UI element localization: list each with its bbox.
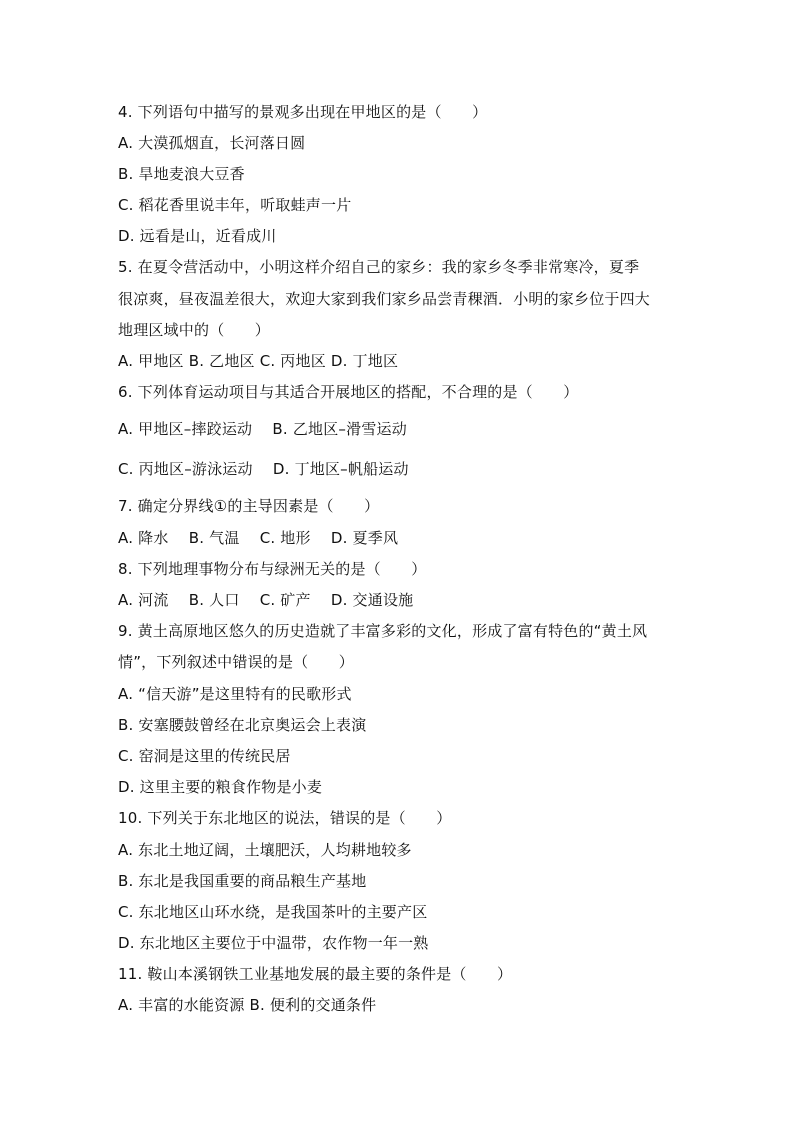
question-9-stem-line-2: 情”，下列叙述中错误的是（ ）: [118, 653, 354, 671]
question-4-stem: 4. 下列语句中描写的景观多出现在甲地区的是（ ）: [118, 103, 488, 121]
question-5-stem-line-1: 5. 在夏令营活动中，小明这样介绍自己的家乡：我的家乡冬季非常寒冷，夏季: [118, 258, 640, 276]
question-4-option-a: A. 大漠孤烟直，长河落日圆: [118, 134, 306, 152]
question-9-option-b: B. 安塞腰鼓曾经在北京奥运会上表演: [118, 716, 367, 734]
question-4-option-c: C. 稻花香里说丰年，听取蛙声一片: [118, 196, 352, 214]
question-8-stem: 8. 下列地理事物分布与绿洲无关的是（ ）: [118, 560, 427, 578]
question-9-option-c: C. 窑洞是这里的传统民居: [118, 747, 291, 765]
question-4-option-d: D. 远看是山，近看成川: [118, 227, 277, 245]
question-9-stem-line-1: 9. 黄土高原地区悠久的历史造就了丰富多彩的文化，形成了富有特色的“黄土风: [118, 622, 648, 640]
question-10-option-a: A. 东北土地辽阔，土壤肥沃，人均耕地较多: [118, 841, 412, 859]
question-5-stem-line-2: 很凉爽，昼夜温差很大，欢迎大家到我们家乡品尝青稞酒．小明的家乡位于四大: [118, 290, 651, 308]
question-8-options: A. 河流 B. 人口 C. 矿产 D. 交通设施: [118, 591, 414, 609]
question-6-options-line-1: A. 甲地区–摔跤运动 B. 乙地区–滑雪运动: [118, 420, 407, 438]
question-10-option-c: C. 东北地区山环水绕，是我国茶叶的主要产区: [118, 903, 428, 921]
question-11-options: A. 丰富的水能资源 B. 便利的交通条件: [118, 996, 377, 1014]
question-7-stem: 7. 确定分界线①的主导因素是（ ）: [118, 497, 380, 515]
question-9-option-a: A. “信天游”是这里特有的民歌形式: [118, 685, 352, 703]
question-5-stem-line-3: 地理区域中的（ ）: [118, 321, 271, 339]
question-5-options: A. 甲地区 B. 乙地区 C. 丙地区 D. 丁地区: [118, 352, 399, 370]
question-10-option-d: D. 东北地区主要位于中温带，农作物一年一熟: [118, 934, 429, 952]
question-6-stem: 6. 下列体育运动项目与其适合开展地区的搭配，不合理的是（ ）: [118, 383, 579, 401]
question-10-option-b: B. 东北是我国重要的商品粮生产基地: [118, 872, 367, 890]
question-9-option-d: D. 这里主要的粮食作物是小麦: [118, 778, 323, 796]
question-4-option-b: B. 旱地麦浪大豆香: [118, 165, 245, 183]
question-7-options: A. 降水 B. 气温 C. 地形 D. 夏季风: [118, 529, 399, 547]
question-11-stem: 11. 鞍山本溪钢铁工业基地发展的最主要的条件是（ ）: [118, 965, 513, 983]
question-6-options-line-2: C. 丙地区–游泳运动 D. 丁地区–帆船运动: [118, 460, 409, 478]
question-10-stem: 10. 下列关于东北地区的说法，错误的是（ ）: [118, 809, 452, 827]
